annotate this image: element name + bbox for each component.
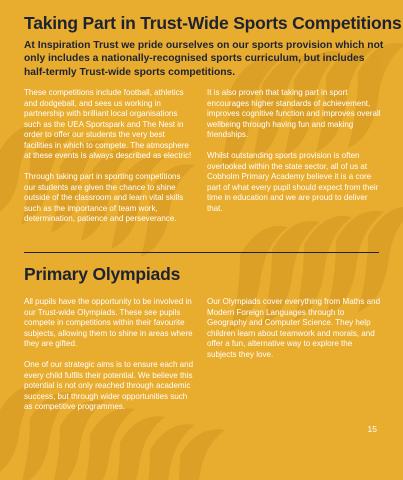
section-title-olympiads: Primary Olympiads	[24, 264, 181, 284]
sports-left-column	[24, 88, 194, 225]
intro-paragraph: At Inspiration Trust we pride ourselves on our sports provision which not only includes a nationally-recognised sports curriculum, but includes half-termly Trust-wide sports competitions.	[24, 40, 384, 78]
section-divider	[24, 252, 379, 253]
body-paragraph: Our Olympiads cover everything from Maths and Modern Foreign Languages through to Geography and Computer Science. They help children learn about teamwork and morals, and offer a fun, alternative way to explore the subjects they love.	[207, 297, 381, 359]
body-paragraph: All pupils have the opportunity to be involved in our Trust-wide Olympiads. These see pupils compete in competitions within their favourite subjects, allowing them to shine in areas where they are gifted.	[24, 297, 193, 348]
body-paragraph: Through taking part in sporting competitions our students are given the chance to shine outside of the classroom and learn vital skills such as the importance of team work, determination, patience and perseverance.	[24, 172, 184, 223]
sports-right-column	[207, 88, 383, 214]
olympiads-left-column	[24, 297, 194, 413]
section-title-sports-competitions: Taking Part in Trust-Wide Sports Competitions	[24, 13, 402, 33]
olympiads-right-column	[207, 297, 383, 360]
page-number: 15	[367, 424, 377, 434]
body-paragraph: Whilst outstanding sports provision is often overlooked within the state sector, all of us at Cobholm Primary Academy believe it is a core part of what every pupil should expect from their time in education and we are proud to deliver that.	[207, 151, 379, 213]
body-paragraph: It is also proven that taking part in sport encourages higher standards of achievement, improves cognitive function and improves overall wellbeing through having fun and making friendships.	[207, 88, 381, 139]
body-paragraph: These competitions include football, athletics and dodgeball, and sees us working in partnership with brilliant local organisations such as the UEA Sportspark and The Nest in order to offer our students the very best facilities in which to compete. The atmosphere at these events is always described as electric!	[24, 88, 192, 160]
body-paragraph: One of our strategic aims is to ensure each and every child fulfils their potential. We believe this potential is not only reached through academic success, but through wider opportunities such as competitive programmes.	[24, 360, 194, 411]
